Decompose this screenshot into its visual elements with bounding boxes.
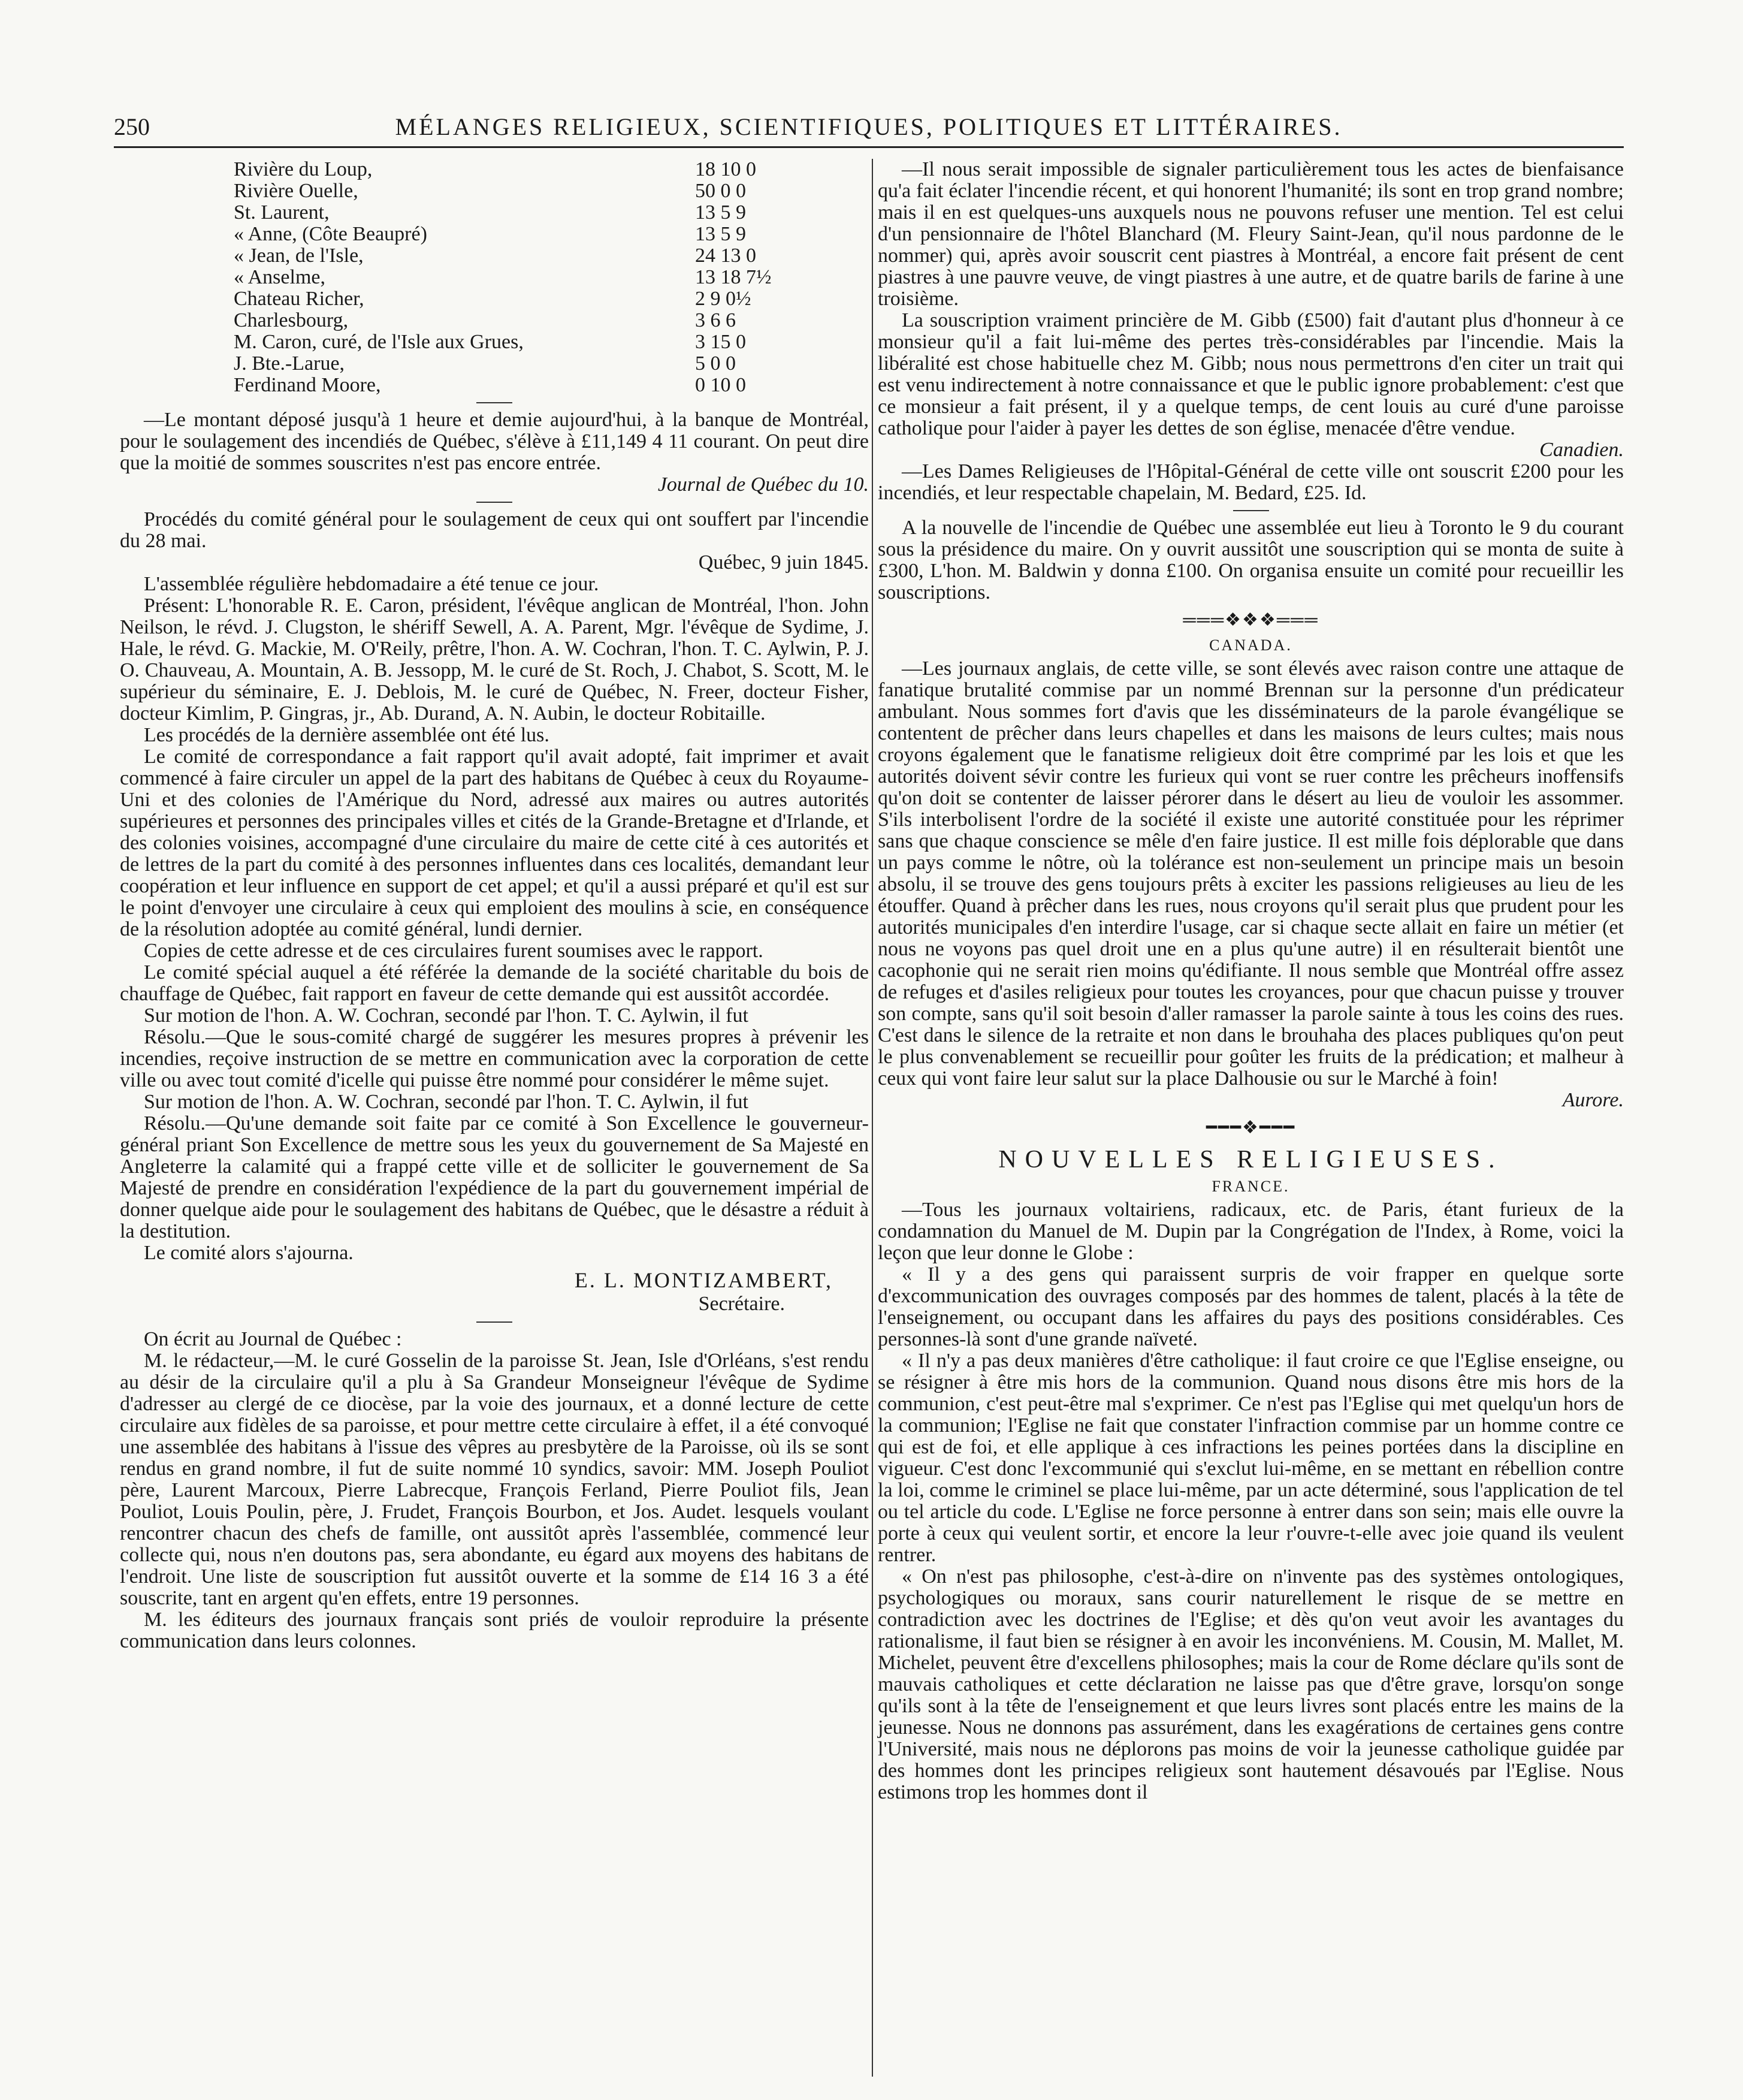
subscription-name: J. Bte.-Larue, xyxy=(234,352,345,375)
subscription-amount: 13 5 9 xyxy=(695,223,746,245)
article-source: Aurore. xyxy=(1562,1089,1624,1111)
section-heading-france: FRANCE. xyxy=(1212,1178,1290,1195)
paragraph: M. le rédacteur,—M. le curé Gosselin de la paroisse St. Jean, Isle d'Orléans, s'est rendu au désir de la circulaire qu'il a plu à Sa Grandeur Monseigneur l'évêque de Sydime d'adresser au clergé de ce diocèse, par la voie des journaux, et a donné lecture de cette circulaire aux fidèles de sa paroisse, et pour mettre cette circulaire à effet, il a été convoqué une assemblée des habitans à l'issue des vêpres au presbytère de la Paroisse, où ils se sont rendus en grand nombre, il fut de suite nommé 10 syndics, savoir: MM. Joseph Pouliot père, Laurent Marcoux, Pierre Labrecque, François Ferland, Pierre Pouliot fils, Jean Pouliot, Louis Poulin, père, J. Frudet, François Bourbon, et Jos. Audet. lesquels voulant rencontrer chacun des chefs de famille, ont aussitôt après l'assemblée, commencé leur collecte qui, nous n'en doutons pas, sera abondante, eu égard aux moyens des habitans de l'endroit. Une liste de souscription fut aussitôt ouverte et la somme de £14 16 3 a été souscrite, tant en argent qu'en effets, entre 19 personnes. xyxy=(120,1350,869,1609)
subscription-row xyxy=(120,375,869,396)
subscription-amount: 18 10 0 xyxy=(695,158,756,180)
paragraph: Sur motion de l'hon. A. W. Cochran, secondé par l'hon. T. C. Aylwin, il fut xyxy=(144,1004,748,1027)
paragraph: Sur motion de l'hon. A. W. Cochran, secondé par l'hon. T. C. Aylwin, il fut xyxy=(144,1091,748,1113)
right-column xyxy=(878,159,1624,1803)
subscription-amount: 13 5 9 xyxy=(695,201,746,224)
paragraph: Résolu.—Que le sous-comité chargé de suggérer les mesures propres à prévenir les incendies, reçoive instruction de se mettre en communication avec la corporation de cette ville ou avec tout comité d'icelle qui puisse être nommé pour considérer le même sujet. xyxy=(120,1026,869,1091)
subscription-row xyxy=(120,159,869,180)
paragraph: « On n'est pas philosophe, c'est-à-dire on n'invente pas des systèmes ontologiques, psychologiques ou moraux, sans courir naturellement le risque de se mettre en contradiction avec les doctrines de l'Eglise; et dès qu'on veut avoir les avantages du rationalisme, il faut bien se résigner à en avoir les inconvéniens. M. Cousin, M. Mallet, M. Michelet, peuvent être d'excellens philosophes; mais la cour de Rome déclare qu'ils sont de mauvais catholiques et cette déclaration ne laisse pas que d'être grave, lorsqu'on songe qu'ils sont à la tête de l'enseignement et que leurs livres sont placés entre les mains de la jeunesse. Nous ne donnons pas assurément, dans les exagérations de certaines gens contre l'Université, mais nous ne déplorons pas moins de voir la jeunesse catholique guidée par des hommes dont les principes religieux sont hautement désavoués par l'Eglise. Nous estimons trop les hommes dont il xyxy=(878,1565,1624,1803)
subscription-amount: 5 0 0 xyxy=(695,352,736,375)
subscription-row xyxy=(120,224,869,245)
article-montant: —Le montant déposé jusqu'à 1 heure et demie aujourd'hui, à la banque de Montréal, pour le soulagement des incendiés de Québec, s'élève à £11,149 4 11 courant. On peut dire que la moitié de sommes souscrites n'est pas encore entrée. xyxy=(120,409,869,474)
signature-title: Secrétaire. xyxy=(698,1293,785,1315)
paragraph: On écrit au Journal de Québec : xyxy=(144,1328,402,1350)
subscription-name: M. Caron, curé, de l'Isle aux Grues, xyxy=(234,331,524,353)
article-source: Journal de Québec du 10. xyxy=(657,473,869,496)
subscription-name: Rivière du Loup, xyxy=(234,158,373,180)
subscription-row xyxy=(120,180,869,202)
paragraph: Le comité spécial auquel a été référée la demande de la société charitable du bois de chauffage de Québec, fait rapport en faveur de cette demande qui est aussitôt accordée. xyxy=(120,961,869,1005)
separator-rule xyxy=(1233,510,1269,511)
header-rule xyxy=(114,146,1624,148)
paragraph: Résolu.—Qu'une demande soit faite par ce comité à Son Excellence le gouverneur-général priant Son Excellence de mettre sous les yeux du gouvernement de Sa Majesté en Angleterre la calamité qui a frappé cette ville et de solliciter le gouvernement de Sa Majesté de prendre en considération l'expédience de la part du gouvernement impérial de donner quelque aide pour le soulagement des habitans de Québec, que le désastre a réduit à la destitution. xyxy=(120,1112,869,1242)
subscription-amount: 3 6 6 xyxy=(695,309,736,331)
subscription-amount: 3 15 0 xyxy=(695,331,746,353)
signature-name: E. L. MONTIZAMBERT, xyxy=(574,1268,833,1292)
subscription-row xyxy=(120,245,869,267)
paragraph: « Il n'y a pas deux manières d'être catholique: il faut croire ce que l'Eglise enseigne, ou se résigner à être mis hors de la communion. Quand nous disons être mis hors de la communion, c'est peut-être mal s'exprimer. Ce n'est pas l'Eglise qui met quelqu'un hors de la communion; l'Eglise ne fait que constater l'infraction commise par un homme contre ce qui est de foi, et elle applique à ces infractions les peines portées dans la discipline en vigueur. C'est donc l'excommunié qui s'exclut lui-même, en se mettant en rébellion contre la loi, comme le criminel se place lui-même, par un acte déterminé, sous l'application de tel ou tel article du code. L'Eglise ne force personne à entrer dans son sein; mais elle ouvre la porte à ceux qui veulent sortir, et encore la leur r'ouvre-t-elle avec joie quand ils veulent rentrer. xyxy=(878,1350,1624,1566)
section-heading-canada: CANADA. xyxy=(1209,636,1292,654)
paragraph: « Il y a des gens qui paraissent surpris de voir frapper en quelque sorte d'excommunication des ouvrages composés par des hommes de talent, placés à la tête de l'enseignement, ou occupant dans les affaires du pays des positions considérables. Ces personnes-là sont d'une grande naïveté. xyxy=(878,1263,1624,1350)
subscription-row xyxy=(120,202,869,224)
paragraph: Le comité de correspondance a fait rapport qu'il avait adopté, fait imprimer et avait commencé à faire circuler un appel de la part des habitans de Québec à ceux du Royaume-Uni et des colonies de l'Amérique du Nord, adressé aux maires ou autres autorités supérieures et personnes des principales villes et cités de la Grande-Bretagne et d'Irlande, et des colonies voisines, accompagné d'une circulaire du maire de cette cité à ces autorités et de lettres de la part du comité à des personnes influentes dans ces localités, demandant leur coopération et leur influence en support de cet appel; et qu'il a aussi préparé et qu'il est sur le point d'envoyer une circulaire à ceux qui emploient des moulins à scie, en conséquence de la résolution adoptée au comité général, lundi dernier. xyxy=(120,746,869,940)
subscription-name: « Jean, de l'Isle, xyxy=(234,245,364,267)
separator-rule xyxy=(476,502,512,503)
paragraph: Copies de cette adresse et de ces circulaires furent soumises avec le rapport. xyxy=(144,940,763,962)
subscription-amount: 24 13 0 xyxy=(695,245,756,267)
subscription-name: Chateau Richer, xyxy=(234,288,364,310)
subscription-row xyxy=(120,331,869,353)
paragraph: Le comité alors s'ajourna. xyxy=(144,1242,354,1264)
page-header xyxy=(114,108,1624,150)
column-divider xyxy=(872,159,873,2077)
subscription-amount: 13 18 7½ xyxy=(695,266,772,288)
paragraph: —Les journaux anglais, de cette ville, se sont élevés avec raison contre une attaque de fanatique brutalité commise par un nommé Brennan sur la personne d'un prédicateur ambulant. Nous sommes fort d'avis que les disséminateurs de la parole évangélique se contentent de prêcher dans leurs chapelles et dans les maisons de leurs cultes; mais nous croyons également que le fanatisme religieux doit être comprimé par les lois et que les autorités doivent sévir contre les furieux qui vont se ruer contre les prêcheurs inoffensifs qu'on doit se contenter de laisser pérorer dans le désert au lieu de vouloir les assommer. S'ils interbolisent l'ordre de la société il existe une autorité constituée pour les réprimer sans que chaque conscience se mêle d'en faire justice. Il est mille fois déplorable que dans un pays comme le nôtre, où la tolérance est non-seulement un principe mais un besoin absolu, il se trouve des gens toujours prêts à exciter les passions religieuses au lieu de les étouffer. Quand à prêcher dans les rues, nous croyons qu'il serait plus que prudent pour les autorités municipales d'en interdire l'usage, car si chaque secte allait en faire un métier (et nous ne voyons pas quel droit une en a plus qu'une autre) il en résulterait bientôt une cacophonie qui ne serait rien moins qu'édifiante. Il nous semble que Montréal offre assez de refuges et d'asiles religieux pour toutes les croyances, pour que chacun puisse y trouver son compte, sans qu'il soit besoin d'aller ramasser la parole sainte à tous les coins des rues. C'est dans le silence de la retraite et non dans le brouhaha des places publiques qu'on peut le plus convenablement se recueillir pour goûter les fruits de la prédication; et malheur à ceux qui vont faire leur salut sur la place Dalhousie ou sur le Marché à foin! xyxy=(878,657,1624,1090)
subscription-amount: 50 0 0 xyxy=(695,180,746,202)
section-heading: Procédés du comité général pour le soulagement de ceux qui ont souffert par l'incendie du 28 mai. xyxy=(120,508,869,552)
subscription-name: St. Laurent, xyxy=(234,201,330,224)
paragraph: A la nouvelle de l'incendie de Québec une assemblée eut lieu à Toronto le 9 du courant sous la présidence du maire. On y ouvrit aussitôt une souscription qui se monta de suite à £300, L'hon. M. Baldwin y donna £100. On organisa ensuite un comité pour recueillir les souscriptions. xyxy=(878,517,1624,604)
paragraph: Les procédés de la dernière assemblée ont été lus. xyxy=(144,724,549,746)
running-title: MÉLANGES RELIGIEUX, SCIENTIFIQUES, POLITIQUES ET LITTÉRAIRES. xyxy=(395,113,1343,140)
subscription-row xyxy=(120,267,869,288)
subscription-amount: 2 9 0½ xyxy=(695,288,751,310)
subscription-name: Charlesbourg, xyxy=(234,309,349,331)
paragraph: La souscription vraiment princière de M. Gibb (£500) fait d'autant plus d'honneur à ce monsieur qu'il a fait lui-même des pertes très-considérables par l'incendie. Mais la libéralité est chose habituelle chez M. Gibb; nous nous permettrons d'en citer un trait qui est venu indirectement à notre connaissance et que le public ignore probablement: c'est que ce monsieur a fait présent, il y a quelque temps, de cent louis au curé d'une paroisse catholique pour l'aider à payer les dettes de son église, menacée d'être vendue. xyxy=(878,309,1624,439)
paragraph: —Il nous serait impossible de signaler particulièrement tous les actes de bienfaisance qu'a fait éclater l'incendie récent, et qui honorent l'humanité; ils sont en trop grand nombre; mais il en est quelques-uns auxquels nous ne pouvons refuser une mention. Tel est celui d'un pensionnaire de l'hôtel Blanchard (M. Fleury Saint-Jean, qu'il nous pardonne de le nommer) qui, après avoir souscrit cent piastres à Montréal, a encore fait présent de cent piastres à une pauvre veuve, de vingt piastres à une autre, et de quatre barils de farine à une troisième. xyxy=(878,158,1624,310)
ornament-divider: ━━━❖━━━ xyxy=(1206,1118,1296,1138)
ornament-divider: ═══❖❖❖═══ xyxy=(1183,610,1319,630)
paragraph: Présent: L'honorable R. E. Caron, président, l'évêque anglican de Montréal, l'hon. John Neilson, le révd. J. Clugston, le shériff Sewell, A. A. Parent, Mgr. l'évêque de Sydime, J. Hale, le révd. G. Mackie, M. O'Reily, prêtre, l'hon. A. W. Cochran, l'hon. T. C. Aylwin, P. J. O. Chauveau, A. Mountain, A. B. Jessopp, M. le curé de St. Roch, J. Chabot, S. Scott, M. le supérieur du séminaire, E. J. Deblois, M. le curé de Québec, N. Freer, docteur Fisher, docteur Kimlim, P. Gingras, jr., Ab. Durand, A. N. Aubin, le docteur Robitaille. xyxy=(120,595,869,725)
subscription-name: « Anne, (Côte Beaupré) xyxy=(234,223,427,245)
subscription-row xyxy=(120,288,869,310)
page-number: 250 xyxy=(114,113,150,140)
article-source: Canadien. xyxy=(1539,439,1624,461)
separator-rule xyxy=(476,1321,512,1323)
subscription-row xyxy=(120,310,869,331)
left-column xyxy=(120,159,869,1652)
subscription-row xyxy=(120,353,869,375)
separator-rule xyxy=(476,402,512,403)
paragraph: L'assemblée régulière hebdomadaire a été tenue ce jour. xyxy=(144,573,599,595)
paragraph: —Tous les journaux voltairiens, radicaux, etc. de Paris, étant furieux de la condamnation du Manuel de M. Dupin par la Congrégation de l'Index, à Rome, voici la leçon que leur donne le Globe : xyxy=(878,1199,1624,1264)
subscription-name: Ferdinand Moore, xyxy=(234,374,381,396)
section-heading-nouvelles: NOUVELLES RELIGIEUSES. xyxy=(998,1146,1503,1173)
dateline: Québec, 9 juin 1845. xyxy=(698,551,869,574)
subscription-name: « Anselme, xyxy=(234,266,325,288)
paragraph: M. les éditeurs des journaux français sont priés de vouloir reproduire la présente communication dans leurs colonnes. xyxy=(120,1609,869,1652)
subscription-list xyxy=(120,159,869,396)
subscription-amount: 0 10 0 xyxy=(695,374,746,396)
subscription-name: Rivière Ouelle, xyxy=(234,180,358,202)
paragraph: —Les Dames Religieuses de l'Hôpital-Général de cette ville ont souscrit £200 pour les incendiés, et leur respectable chapelain, M. Bedard, £25. Id. xyxy=(878,460,1624,504)
